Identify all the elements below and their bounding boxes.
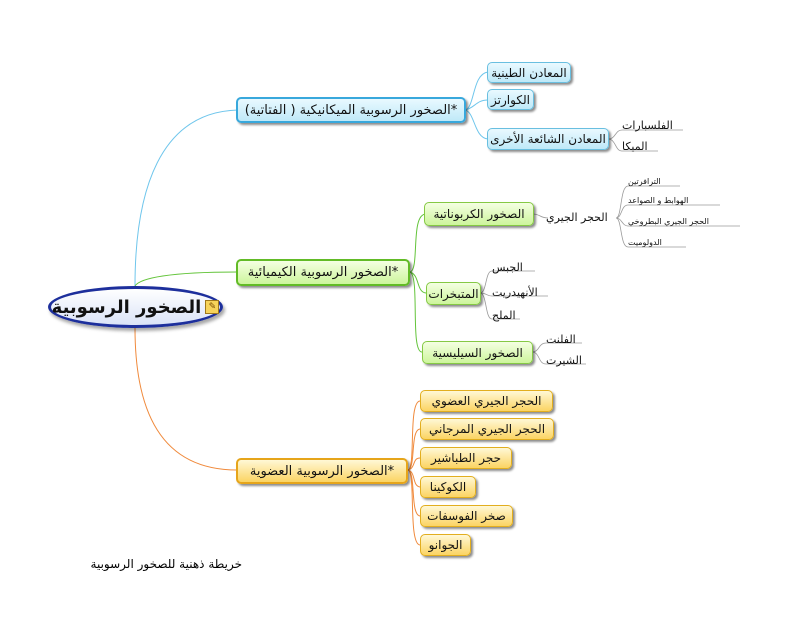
line-root-mechanical [135,110,238,286]
line-root-chemical [135,272,237,286]
node-label: الملح [492,308,516,322]
node-label: صخر الفوسفات [427,509,506,523]
chemical-child-siliceous[interactable] [422,341,533,364]
organic-child-3[interactable] [420,447,512,469]
node-label: الفلنت [546,332,576,346]
branch-chemical-label: *الصخور الرسوبية الكيميائية [247,265,399,280]
carbonate-limestone[interactable] [546,210,616,224]
chemical-child-carbonate[interactable] [424,202,534,226]
evaporites-salt[interactable] [492,309,520,321]
node-label: الترافرتين [628,177,661,186]
limestone-travertine[interactable] [628,176,680,187]
chemical-child-evaporites[interactable] [426,282,481,305]
organic-child-2[interactable] [420,418,554,440]
node-label: الميكا [622,139,648,153]
node-label: الدولوميت [628,238,662,247]
node-label: الحجر الجيري المرجاني [428,422,546,436]
node-label: الجبس [492,260,523,274]
node-label: الكوكينا [429,480,467,494]
node-label: الشيرت [546,353,582,367]
map-caption: خريطة ذهنية للصخور الرسوبية [90,557,242,571]
branch-mechanical-label: *الصخور الرسوبية الميكانيكية ( الفتاتية) [244,102,458,118]
node-label: الحجر الجيري العضوي [431,394,542,408]
node-label: الأنهيدريت [492,285,538,299]
node-label: الجوانو [428,538,463,552]
root-label: الصخور الرسوبية [51,296,202,318]
node-label: الكوارتز [491,92,530,107]
organic-child-4[interactable] [420,476,476,498]
node-label: الحجر الجيري البطروخي [628,217,709,226]
other-minerals-feldspar[interactable] [622,119,682,131]
limestone-oolitic[interactable] [628,216,740,227]
root-node[interactable] [48,286,223,328]
node-label: الصخور السيليسية [432,345,523,360]
mechanical-child-quartz[interactable] [487,89,534,110]
line-org-1 [408,401,420,470]
organic-child-5[interactable] [420,505,513,527]
line-org-5 [408,470,420,516]
branch-organic[interactable] [236,458,408,484]
limestone-dolomite[interactable] [628,237,686,248]
mechanical-child-clay[interactable] [487,62,571,83]
evaporites-anhydrite[interactable] [492,286,548,298]
siliceous-chert[interactable] [546,354,586,366]
node-label: الحجر الجيري [546,210,608,224]
line-mech-quartz [465,100,488,110]
node-label: المعادن الشائعة الأخرى [490,132,606,146]
node-label: الصخور الكربوناتية [433,207,525,221]
node-label: المعادن الطينية [491,65,567,80]
limestone-stalactites-stalagmites[interactable] [628,195,720,206]
organic-child-1[interactable] [420,390,553,412]
node-label: الفلسبارات [622,118,673,132]
note-icon: ✎ [205,300,219,314]
branch-organic-label: *الصخور الرسوبية العضوية [249,463,395,479]
line-mech-other [465,110,488,139]
mechanical-child-other-minerals[interactable] [487,128,609,150]
line-org-6 [408,470,420,545]
line-chem-siliceous [410,272,422,352]
node-label: حجر الطباشير [431,451,502,465]
organic-child-6[interactable] [420,534,471,556]
branch-chemical[interactable] [236,259,410,286]
other-minerals-mica[interactable] [622,140,658,152]
evaporites-gypsum[interactable] [492,261,535,273]
line-root-organic [135,328,237,470]
node-label: المتبخرات [428,286,479,301]
branch-mechanical[interactable] [236,97,466,123]
node-label: الهوابط و الصواعد [628,196,689,205]
siliceous-flint[interactable] [546,333,582,345]
